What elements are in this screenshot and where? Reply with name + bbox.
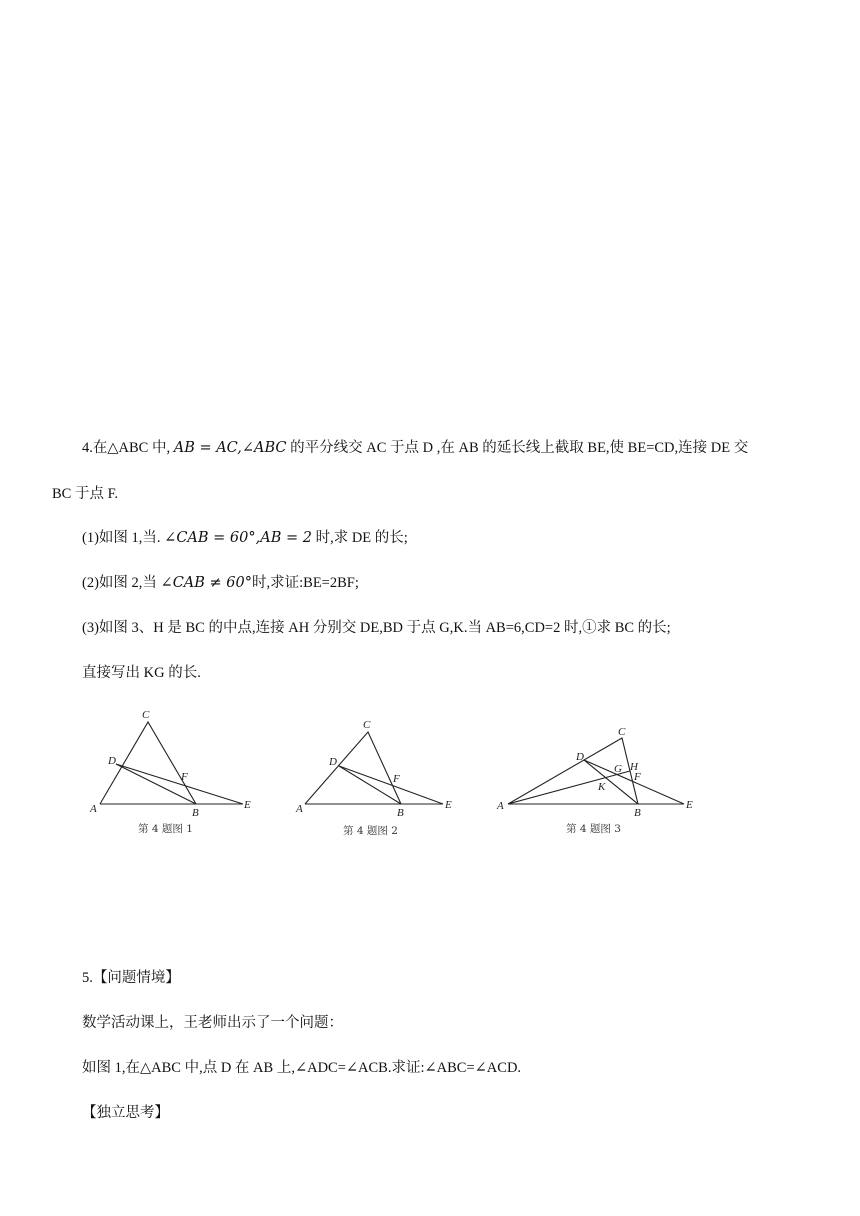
fig1-label-c: C <box>142 709 150 721</box>
fig3-label-h: H <box>630 761 638 773</box>
q2-math: ∠CAB ≠ 60° <box>160 575 252 591</box>
fig1-label-a: A <box>90 803 97 815</box>
q2-prefix: (2)如图 2,当 <box>82 575 161 591</box>
fig3-label-c: C <box>618 726 626 738</box>
problem4-line1-prefix: 4.在△ABC 中, <box>82 440 174 456</box>
fig3-label-e: E <box>686 799 693 811</box>
fig2-triangle-abc <box>305 732 401 804</box>
problem4-question3b: 直接写出 KG 的长. <box>82 665 201 681</box>
problem4-question2 <box>82 573 359 593</box>
fig2-label-d: D <box>329 756 337 768</box>
figure-2 <box>293 712 468 842</box>
problem5-paragraph1: 数学活动课上，王老师出示了一个问题： <box>82 1015 343 1031</box>
problem5-title: 5.【问题情境】 <box>82 970 180 986</box>
fig2-label-f: F <box>393 773 400 785</box>
fig1-label-b: B <box>192 807 199 819</box>
problem4-line1-math: AB = AC,∠ABC <box>173 440 287 456</box>
fig3-label-k: K <box>598 781 606 793</box>
problem4-question1 <box>82 528 408 548</box>
figure-3-diagram <box>494 722 704 842</box>
problem4-line1 <box>82 438 748 458</box>
problem4-question3: (3)如图 3、H 是 BC 的中点,连接 AH 分别交 DE,BD 于点 G,K.当 AB=6,CD=2 时,①求 BC 的长; <box>82 620 671 636</box>
q1-suffix: 时,求 DE 的长; <box>311 530 408 546</box>
fig1-segment-de <box>116 764 243 804</box>
fig3-label-b: B <box>634 807 641 819</box>
fig1-label-e: E <box>244 799 251 811</box>
q1-math: ∠CAB = 60°,AB = 2 <box>164 530 312 546</box>
problem5-paragraph2: 如图 1,在△ABC 中,点 D 在 AB 上,∠ADC=∠ACB.求证:∠ABC=∠ACD. <box>82 1060 522 1076</box>
q2-suffix: 时,求证:BE=2BF; <box>252 575 359 591</box>
fig3-caption: 第 4 题图 3 <box>566 823 621 835</box>
fig1-caption: 第 4 题图 1 <box>138 823 193 835</box>
fig3-label-f: F <box>634 771 641 783</box>
fig1-label-f: F <box>181 771 188 783</box>
figure-1-diagram <box>86 704 266 844</box>
fig1-label-d: D <box>108 755 116 767</box>
figure-3 <box>494 722 704 842</box>
fig2-label-e: E <box>445 799 452 811</box>
figure-1 <box>86 704 266 844</box>
q1-prefix: (1)如图 1,当. <box>82 530 165 546</box>
fig2-label-a: A <box>296 803 303 815</box>
fig2-label-b: B <box>397 807 404 819</box>
fig2-caption: 第 4 题图 2 <box>343 825 398 837</box>
fig3-label-d: D <box>576 751 584 763</box>
problem4-line1-suffix: 的平分线交 AC 于点 D ,在 AB 的延长线上截取 BE,使 BE=CD,连接 DE 交 <box>286 440 749 456</box>
fig3-label-a: A <box>497 800 504 812</box>
figure-2-diagram <box>293 712 468 842</box>
fig3-segment-ah <box>508 771 630 804</box>
problem5-section-heading: 【独立思考】 <box>82 1105 169 1121</box>
fig3-label-g: G <box>614 763 622 775</box>
fig2-label-c: C <box>363 719 371 731</box>
problem4-line2: BC 于点 F. <box>52 486 119 502</box>
